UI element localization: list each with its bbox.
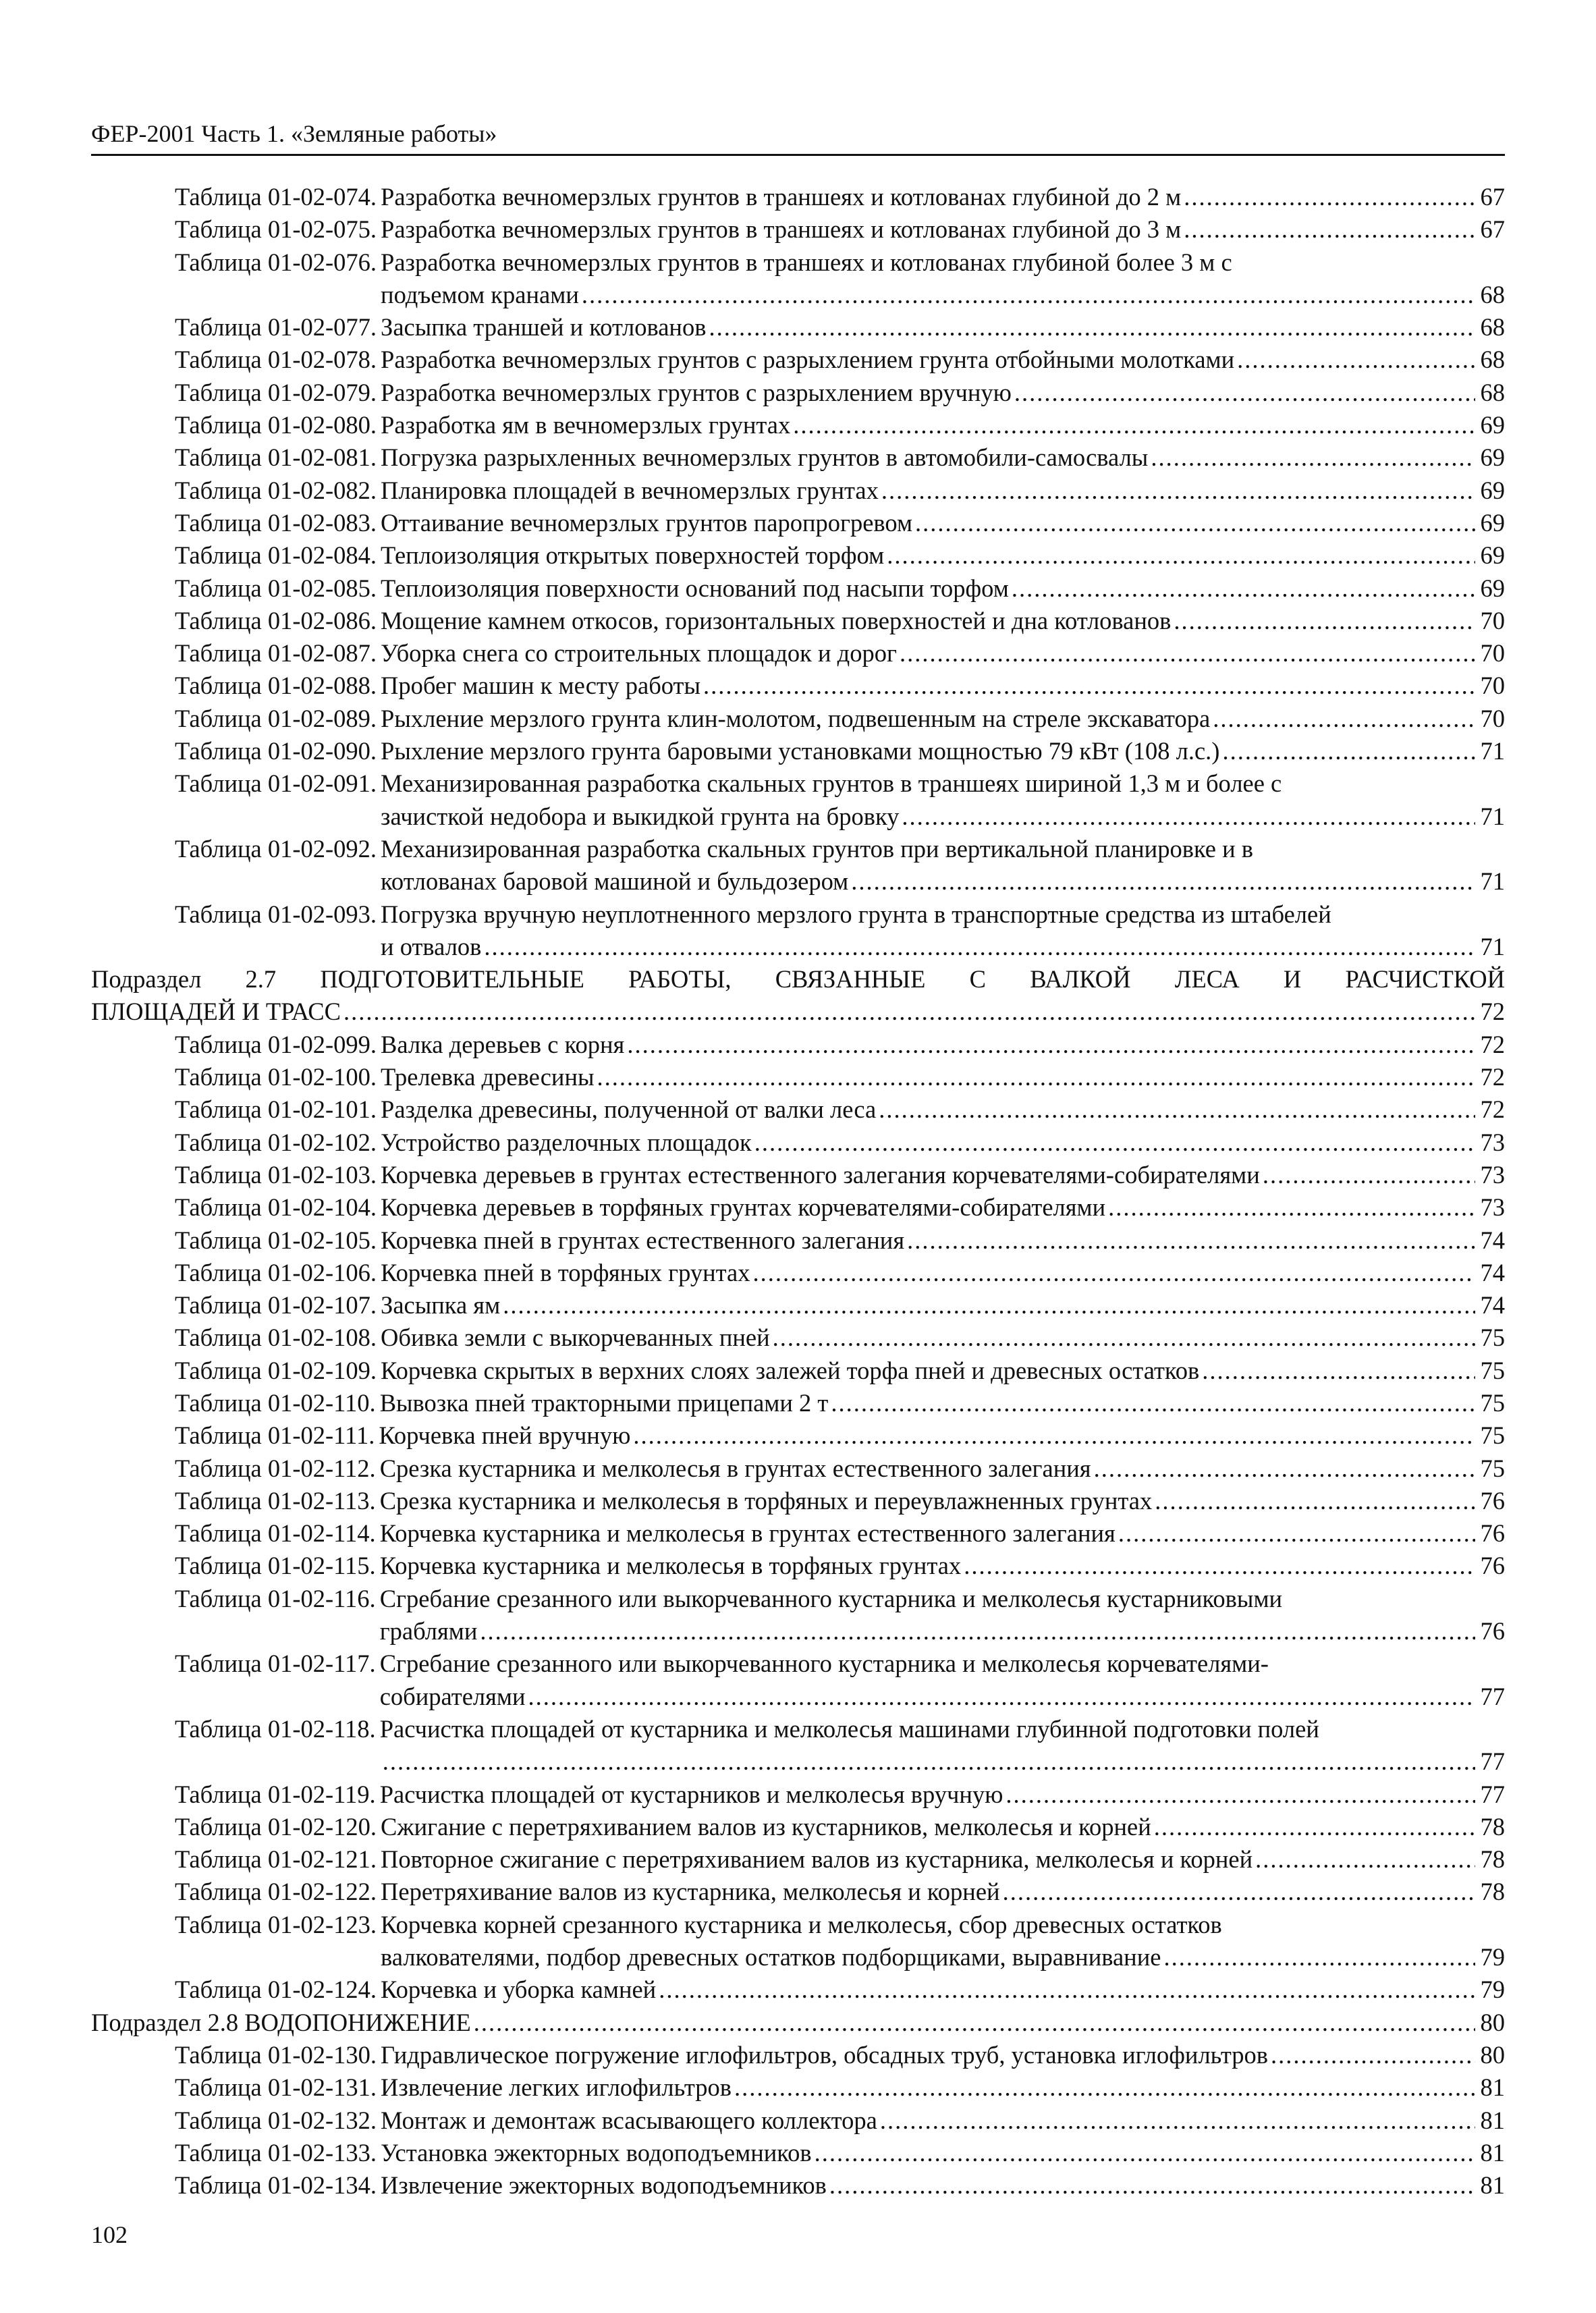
dot-leader (880, 2104, 1475, 2137)
dot-leader (851, 865, 1475, 898)
toc-entry-title: Погрузка разрыхленных вечномерзлых грунтов в автомобили-самосвалы (381, 443, 1149, 472)
dot-leader (709, 311, 1475, 344)
toc-entry-title: Мощение камнем откосов, горизонтальных поверхностей и дна котлованов (381, 606, 1172, 634)
running-header: ФЕР-2001 Часть 1. «Земляные работы» (91, 120, 497, 147)
page-number: 102 (91, 2221, 128, 2248)
dot-leader (773, 1322, 1475, 1354)
toc-table-entry[interactable] (91, 1974, 1505, 2006)
toc-page-number: 80 (1480, 2008, 1505, 2036)
toc-entry-label: Таблица 01-02-088. (175, 672, 377, 700)
toc-entry-label: Таблица 01-02-108. (175, 1324, 377, 1352)
toc-table-entry[interactable] (91, 2071, 1505, 2104)
toc-entry-title: валкователями, подбор древесных остатков подборщиками, выравнивание (381, 1943, 1161, 1971)
toc-table-entry[interactable] (91, 1159, 1505, 1191)
toc-entry-label: Таблица 01-02-114. (175, 1519, 376, 1548)
toc-entry-label: Таблица 01-02-112. (175, 1454, 376, 1482)
toc-table-entry[interactable] (91, 833, 1505, 898)
toc-entry-title: Разработка вечномерзлых грунтов с разрыхлением вручную (381, 378, 1012, 406)
toc-table-entry[interactable] (91, 1876, 1505, 1908)
dot-leader (815, 2137, 1475, 2169)
toc-table-entry[interactable] (91, 507, 1505, 539)
toc-page-number: 68 (1480, 378, 1505, 406)
toc-entry-title: граблями (379, 1617, 478, 1645)
dot-leader (703, 670, 1475, 702)
dot-leader (1118, 1517, 1475, 1550)
toc-entry-title: Валка деревьев с корня (381, 1030, 625, 1058)
toc-table-entry[interactable] (91, 1583, 1505, 1648)
toc-entry-label: Таблица 01-02-077. (175, 313, 377, 342)
toc-entry-title: Повторное сжигание с перетряхиванием валов из кустарника, мелколесья и корней (381, 1845, 1253, 1874)
dot-leader (1263, 1159, 1475, 1191)
toc-entry-label: Таблица 01-02-120. (175, 1812, 377, 1841)
toc-entry-title: Монтаж и демонтаж всасывающего коллектора (381, 2106, 877, 2134)
toc-entry-title: Корчевка деревьев в грунтах естественного залегания корчевателями-собирателями (381, 1160, 1260, 1189)
toc-entry-label: Таблица 01-02-123. (175, 1910, 377, 1938)
toc-table-entry[interactable] (91, 409, 1505, 441)
dot-leader (734, 2071, 1475, 2104)
toc-page-number: 69 (1480, 574, 1505, 602)
dot-leader (480, 1615, 1475, 1648)
dot-leader (503, 1289, 1475, 1322)
toc-entry-label: Таблица 01-02-103. (175, 1160, 377, 1189)
toc-entry-label: Таблица 01-02-076. (175, 248, 377, 276)
toc-page-number: 75 (1480, 1421, 1505, 1450)
toc-table-entry[interactable] (91, 1648, 1505, 1713)
dot-leader (597, 1061, 1476, 1093)
toc-entry-title: Сгребание срезанного или выкорчеванного кустарника и мелколесья корчевателями- (379, 1650, 1269, 1678)
toc-page-number: 78 (1480, 1845, 1505, 1874)
toc-entry-label: Таблица 01-02-093. (175, 900, 377, 928)
toc-entry-label: Таблица 01-02-101. (175, 1095, 377, 1124)
dot-leader (831, 1387, 1475, 1419)
toc-entry-label: Таблица 01-02-080. (175, 411, 377, 439)
toc-page-number: 71 (1480, 932, 1505, 960)
toc-entry-label: Таблица 01-02-122. (175, 1878, 377, 1906)
dot-leader (900, 637, 1475, 670)
toc-entry-title: Теплоизоляция открытых поверхностей торфом (381, 541, 885, 570)
dot-leader (528, 1681, 1475, 1713)
toc-table-entry[interactable] (91, 1061, 1505, 1093)
toc-entry-label: Таблица 01-02-091. (175, 769, 377, 798)
toc-table-entry[interactable] (91, 1843, 1505, 1876)
toc-entry-title: Разделка древесины, полученной от валки леса (381, 1095, 877, 1124)
toc-entry-title: и отвалов (381, 932, 482, 960)
dot-leader (633, 1419, 1475, 1452)
toc-section-entry[interactable] (91, 963, 1505, 1029)
toc-table-entry[interactable] (91, 2169, 1505, 2202)
toc-page-number: 67 (1480, 183, 1505, 211)
toc-entry-title: Засыпка ям (381, 1291, 501, 1319)
toc-table-entry[interactable] (91, 1029, 1505, 1061)
toc-entry-label: Таблица 01-02-119. (175, 1780, 376, 1808)
toc-entry-title: Корчевка и уборка камней (381, 1976, 657, 2004)
toc-entry-label: Таблица 01-02-100. (175, 1063, 377, 1091)
toc-table-entry[interactable] (91, 1713, 1505, 1778)
toc-entry-title: Разработка вечномерзлых грунтов в траншеях и котлованах глубиной до 2 м (381, 183, 1182, 211)
toc-table-entry[interactable] (91, 1517, 1505, 1550)
toc-entry-label: Таблица 01-02-087. (175, 639, 377, 668)
toc-entry-label: Таблица 01-02-121. (175, 1845, 377, 1874)
toc-table-entry[interactable] (91, 1289, 1505, 1322)
toc-entry-label: Таблица 01-02-092. (175, 834, 377, 863)
toc-table-entry[interactable] (91, 1811, 1505, 1843)
toc-entry-title: Планировка площадей в вечномерзлых грунтах (381, 476, 879, 504)
toc-entry-label: Таблица 01-02-099. (175, 1030, 377, 1058)
dot-leader (752, 1257, 1475, 1289)
toc-entry-label: Таблица 01-02-086. (175, 606, 377, 634)
toc-entry-title: Корчевка деревьев в торфяных грунтах корчевателями-собирателями (381, 1193, 1106, 1222)
toc-entry-title: собирателями (379, 1682, 526, 1710)
toc-entry-label: Таблица 01-02-118. (175, 1714, 376, 1743)
toc-table-entry[interactable] (91, 1322, 1505, 1354)
toc-page-number: 81 (1480, 2171, 1505, 2200)
toc-entry-title: Трелевка древесины (381, 1063, 595, 1091)
toc-entry-label: Таблица 01-02-116. (175, 1584, 376, 1612)
toc-table-entry[interactable] (91, 572, 1505, 605)
toc-entry-label: Таблица 01-02-074. (175, 183, 377, 211)
toc-entry-title: Обивка земли с выкорчеванных пней (381, 1324, 770, 1352)
dot-leader (1155, 1485, 1475, 1517)
toc-entry-label: Таблица 01-02-107. (175, 1291, 377, 1319)
dot-leader (1014, 377, 1475, 409)
toc-entry-label: Таблица 01-02-113. (175, 1486, 376, 1515)
dot-leader (383, 1745, 1475, 1778)
toc-table-entry[interactable] (91, 1909, 1505, 1974)
toc-table-entry[interactable] (91, 1257, 1505, 1289)
toc-page-number: 69 (1480, 476, 1505, 504)
dot-leader (793, 409, 1475, 441)
toc-page-number: 75 (1480, 1388, 1505, 1417)
toc-entry-title: Разработка вечномерзлых грунтов с разрыхлением грунта отбойными молотками (381, 346, 1235, 374)
toc-table-entry[interactable] (91, 539, 1505, 572)
dot-leader (1184, 181, 1475, 213)
toc-entry-title: Срезка кустарника и мелколесья в грунтах естественного залегания (379, 1454, 1091, 1482)
toc-page-number: 80 (1480, 2040, 1505, 2069)
toc-table-entry[interactable] (91, 246, 1505, 312)
dot-leader (484, 931, 1475, 963)
toc-page-number: 79 (1480, 1976, 1505, 2004)
dot-leader (659, 1974, 1475, 2006)
dot-leader (1202, 1355, 1475, 1387)
toc-entry-label: Таблица 01-02-079. (175, 378, 377, 406)
toc-table-entry[interactable] (91, 213, 1505, 246)
dot-leader (881, 474, 1475, 507)
toc-entry-title: Механизированная разработка скальных грунтов в траншеях шириной 1,3 м и более с (381, 769, 1282, 798)
toc-page-number: 77 (1480, 1682, 1505, 1710)
toc-entry-title: Оттаивание вечномерзлых грунтов паропрогревом (381, 508, 913, 537)
toc-entry-title: подъемом кранами (381, 280, 579, 308)
toc-page-number: 71 (1480, 737, 1505, 765)
toc-table-entry[interactable] (91, 2104, 1505, 2137)
toc-entry-title: Корчевка корней срезанного кустарника и мелколесья, сбор древесных остатков (381, 1910, 1222, 1938)
dot-leader (1174, 605, 1475, 637)
toc-entry-label: Таблица 01-02-106. (175, 1258, 377, 1286)
toc-entry-label: Таблица 01-02-104. (175, 1193, 377, 1222)
toc-entry-label: Таблица 01-02-082. (175, 476, 377, 504)
toc-entry-label: Таблица 01-02-078. (175, 346, 377, 374)
dot-leader (1271, 2039, 1475, 2071)
toc-entry-title: Извлечение эжекторных водоподъемников (381, 2171, 827, 2200)
dot-leader (1163, 1941, 1475, 1974)
toc-table-entry[interactable] (91, 1355, 1505, 1387)
dot-leader (1006, 1778, 1475, 1811)
toc-page-number: 77 (1480, 1780, 1505, 1808)
toc-page-number: 75 (1480, 1454, 1505, 1482)
toc-entry-title: Корчевка скрытых в верхних слоях залежей торфа пней и древесных остатков (381, 1356, 1200, 1384)
toc-table-entry[interactable] (91, 1778, 1505, 1811)
toc-entry-title: Рыхление мерзлого грунта баровыми установками мощностью 79 кВт (108 л.с.) (381, 737, 1220, 765)
dot-leader (1108, 1191, 1475, 1224)
toc-page-number: 73 (1480, 1160, 1505, 1189)
toc-entry-title: Подраздел 2.8 ВОДОПОНИЖЕНИЕ (91, 2008, 471, 2036)
toc-page-number: 81 (1480, 2073, 1505, 2102)
toc-section-entry[interactable] (91, 2007, 1505, 2039)
toc-table-entry[interactable] (91, 344, 1505, 376)
dot-leader (829, 2169, 1475, 2202)
toc-page-number: 76 (1480, 1552, 1505, 1580)
toc-entry-title: Рыхление мерзлого грунта клин-молотом, подвешенным на стреле экскаватора (381, 704, 1211, 732)
toc-entry-label: Таблица 01-02-133. (175, 2138, 377, 2167)
toc-page-number: 70 (1480, 606, 1505, 634)
toc-page-number: 77 (1480, 1747, 1505, 1776)
toc-entry-title: Разработка вечномерзлых грунтов в траншеях и котлованах глубиной более 3 м с (381, 248, 1232, 276)
toc-entry-title: Разработка ям в вечномерзлых грунтах (381, 411, 791, 439)
toc-page-number: 72 (1480, 1095, 1505, 1124)
toc-table-entry[interactable] (91, 670, 1505, 702)
toc-page-number: 81 (1480, 2106, 1505, 2134)
toc-page-number: 72 (1480, 1030, 1505, 1058)
toc-entry-label: Таблица 01-02-109. (175, 1356, 377, 1384)
toc-entry-label: Таблица 01-02-102. (175, 1128, 377, 1156)
dot-leader (964, 1550, 1475, 1582)
toc-entry-title: Теплоизоляция поверхности оснований под насыпи торфом (381, 574, 1009, 602)
toc-table-entry[interactable] (91, 441, 1505, 474)
toc-entry-title: Корчевка пней в торфяных грунтах (381, 1258, 750, 1286)
toc-table-entry[interactable] (91, 1224, 1505, 1257)
toc-entry-title: Сгребание срезанного или выкорчеванного кустарника и мелколесья кустарниковыми (379, 1584, 1283, 1612)
dot-leader (879, 1093, 1475, 1126)
toc-page-number: 68 (1480, 280, 1505, 308)
toc-entry-title: Извлечение легких иглофильтров (381, 2073, 732, 2102)
toc-page-number: 75 (1480, 1324, 1505, 1352)
toc-table-entry[interactable] (91, 474, 1505, 507)
toc-page-number: 69 (1480, 411, 1505, 439)
toc-entry-label: Таблица 01-02-117. (175, 1650, 376, 1678)
toc-table-entry[interactable] (91, 1419, 1505, 1452)
dot-leader (1184, 213, 1475, 246)
toc-entry-title: Установка эжекторных водоподъемников (381, 2138, 812, 2167)
toc-entry-label: Таблица 01-02-130. (175, 2040, 377, 2069)
dot-leader (887, 539, 1475, 572)
toc-entry-title: Расчистка площадей от кустарника и мелколесья машинами глубинной подготовки полей (379, 1714, 1319, 1743)
dot-leader (474, 2007, 1475, 2039)
toc-entry-title: Пробег машин к месту работы (381, 672, 701, 700)
toc-page-number: 79 (1480, 1943, 1505, 1971)
toc-entry-title: Корчевка пней в грунтах естественного залегания (381, 1226, 905, 1254)
toc-entry-title: Механизированная разработка скальных грунтов при вертикальной планировке и в (381, 834, 1253, 863)
toc-page-number: 70 (1480, 639, 1505, 668)
toc-page-number: 68 (1480, 313, 1505, 342)
toc-entry-label: Таблица 01-02-111. (175, 1421, 375, 1450)
toc-table-entry[interactable] (91, 311, 1505, 344)
toc-table-entry[interactable] (91, 735, 1505, 767)
toc-entry-title: ПЛОЩАДЕЙ И ТРАСС (91, 998, 341, 1026)
dot-leader (1222, 735, 1475, 767)
toc-page-number: 69 (1480, 443, 1505, 472)
toc-entry-title: Подраздел 2.7 ПОДГОТОВИТЕЛЬНЫЕ РАБОТЫ, СВЯЗАННЫЕ С ВАЛКОЙ ЛЕСА И РАСЧИСТКОЙ (91, 965, 1505, 994)
dot-leader (902, 800, 1475, 833)
toc-page-number: 76 (1480, 1519, 1505, 1548)
toc-entry-label: Таблица 01-02-090. (175, 737, 377, 765)
toc-page-number: 72 (1480, 1063, 1505, 1091)
toc-entry-label: Таблица 01-02-105. (175, 1226, 377, 1254)
toc-entry-label: Таблица 01-02-132. (175, 2106, 377, 2134)
toc-page-number: 70 (1480, 704, 1505, 732)
toc-table-entry[interactable] (91, 2039, 1505, 2071)
toc-entry-label: Таблица 01-02-075. (175, 215, 377, 244)
toc-table-entry[interactable] (91, 2137, 1505, 2169)
toc-entry-label: Таблица 01-02-089. (175, 704, 377, 732)
dot-leader (582, 279, 1475, 311)
toc-entry-title: Расчистка площадей от кустарников и мелколесья вручную (379, 1780, 1003, 1808)
dot-leader (1094, 1452, 1475, 1485)
dot-leader (1213, 703, 1475, 735)
toc-table-entry[interactable] (91, 637, 1505, 670)
toc-page-number: 69 (1480, 508, 1505, 537)
toc-entry-title: Срезка кустарника и мелколесья в торфяных и переувлажненных грунтах (379, 1486, 1153, 1515)
toc-page-number: 73 (1480, 1128, 1505, 1156)
toc-page-number: 74 (1480, 1258, 1505, 1286)
toc-entry-label: Таблица 01-02-110. (175, 1388, 376, 1417)
toc-entry-label: Таблица 01-02-134. (175, 2171, 377, 2200)
toc-entry-title: Устройство разделочных площадок (381, 1128, 752, 1156)
toc-entry-label: Таблица 01-02-115. (175, 1552, 376, 1580)
toc-page-number: 76 (1480, 1486, 1505, 1515)
toc-page-number: 74 (1480, 1291, 1505, 1319)
toc-entry-title: Разработка вечномерзлых грунтов в траншеях и котлованах глубиной до 3 м (381, 215, 1182, 244)
dot-leader (754, 1126, 1475, 1159)
toc-page-number: 72 (1480, 998, 1505, 1026)
dot-leader (1003, 1876, 1475, 1908)
toc-page-number: 76 (1480, 1617, 1505, 1645)
toc-table-entry[interactable] (91, 703, 1505, 735)
toc-entry-title: Гидравлическое погружение иглофильтров, обсадных труб, установка иглофильтров (381, 2040, 1269, 2069)
toc-table-entry[interactable] (91, 1452, 1505, 1485)
dot-leader (1012, 572, 1475, 605)
toc-page-number: 71 (1480, 867, 1505, 896)
toc-table-entry[interactable] (91, 767, 1505, 833)
dot-leader (1151, 441, 1475, 474)
toc-page-number: 75 (1480, 1356, 1505, 1384)
toc-entry-title: Корчевка кустарника и мелколесья в торфяных грунтах (379, 1552, 962, 1580)
toc-entry-title: Уборка снега со строительных площадок и дорог (381, 639, 897, 668)
toc-entry-title: Засыпка траншей и котлованов (381, 313, 707, 342)
dot-leader (907, 1224, 1475, 1257)
toc-page-number: 71 (1480, 802, 1505, 830)
toc-table-entry[interactable] (91, 1485, 1505, 1517)
toc-page-number: 78 (1480, 1878, 1505, 1906)
toc-entry-title: Корчевка кустарника и мелколесья в грунтах естественного залегания (379, 1519, 1116, 1548)
toc-entry-title: Погрузка вручную неуплотненного мерзлого грунта в транспортные средства из штабелей (381, 900, 1331, 928)
toc-page-number: 68 (1480, 346, 1505, 374)
dot-leader (343, 996, 1475, 1028)
toc-page-number: 78 (1480, 1812, 1505, 1841)
toc-entry-title: котлованах баровой машиной и бульдозером (381, 867, 849, 896)
dot-leader (915, 507, 1475, 539)
toc-entry-label: Таблица 01-02-085. (175, 574, 377, 602)
toc-page-number: 73 (1480, 1193, 1505, 1222)
toc-table-entry[interactable] (91, 1126, 1505, 1159)
header-rule (91, 154, 1505, 156)
toc-page-number: 70 (1480, 672, 1505, 700)
toc-table-entry[interactable] (91, 605, 1505, 637)
dot-leader (1154, 1811, 1475, 1843)
toc-entry-label: Таблица 01-02-084. (175, 541, 377, 570)
toc-entry-label: Таблица 01-02-081. (175, 443, 377, 472)
toc-table-entry[interactable] (91, 377, 1505, 409)
toc-page-number: 74 (1480, 1226, 1505, 1254)
toc-table-entry[interactable] (91, 1550, 1505, 1582)
toc-entry-title: Корчевка пней вручную (379, 1421, 631, 1450)
table-of-contents (91, 181, 1505, 2202)
toc-table-entry[interactable] (91, 1191, 1505, 1224)
toc-entry-label: Таблица 01-02-131. (175, 2073, 377, 2102)
toc-page-number: 81 (1480, 2138, 1505, 2167)
dot-leader (627, 1029, 1475, 1061)
toc-entry-label: Таблица 01-02-083. (175, 508, 377, 537)
dot-leader (1237, 344, 1475, 376)
toc-page-number: 69 (1480, 541, 1505, 570)
dot-leader (1255, 1843, 1475, 1876)
toc-entry-title: Вывозка пней тракторными прицепами 2 т (379, 1388, 829, 1417)
toc-table-entry[interactable] (91, 1387, 1505, 1419)
toc-entry-title: зачисткой недобора и выкидкой грунта на бровку (381, 802, 900, 830)
toc-entry-label: Таблица 01-02-124. (175, 1976, 377, 2004)
toc-entry-title: Сжигание с перетряхиванием валов из кустарников, мелколесья и корней (381, 1812, 1151, 1841)
toc-entry-title: Перетряхивание валов из кустарника, мелколесья и корней (381, 1878, 1000, 1906)
toc-page-number: 67 (1480, 215, 1505, 244)
toc-table-entry[interactable] (91, 1093, 1505, 1126)
toc-table-entry[interactable] (91, 898, 1505, 964)
toc-table-entry[interactable] (91, 181, 1505, 213)
